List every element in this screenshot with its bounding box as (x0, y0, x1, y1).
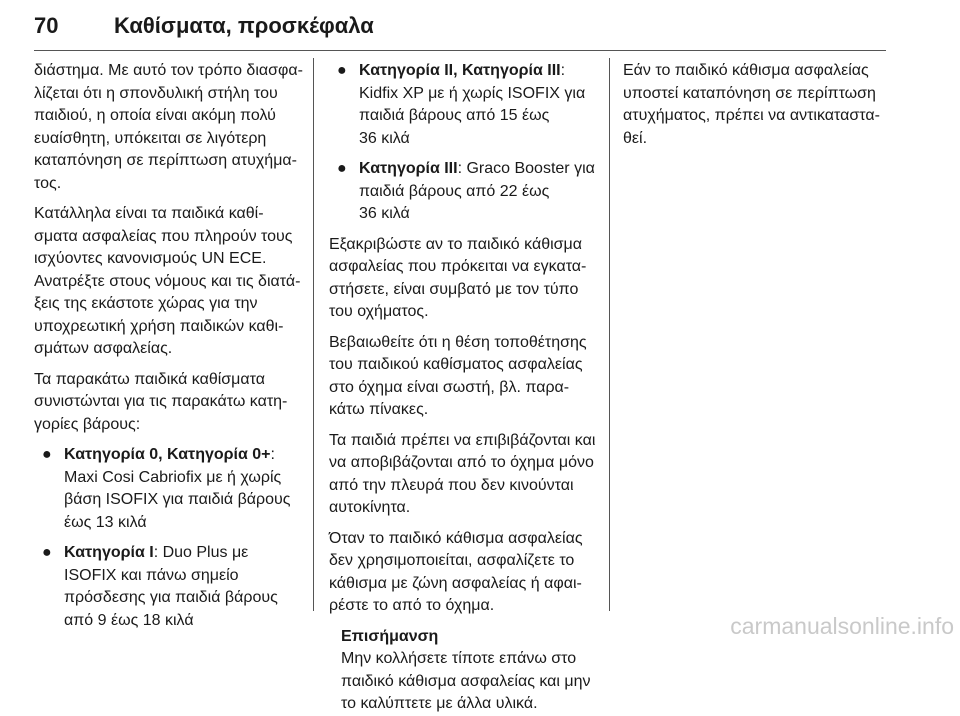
text-line: υποστεί καταπόνηση σε περίπτωση (623, 84, 876, 102)
list-item-text (359, 181, 597, 226)
text-line: παιδιού, η οποία είναι ακόμη πολύ (34, 107, 276, 124)
text-line: υποχρεωτική χρήση παιδικών καθι- (34, 317, 284, 335)
text-line: σματα ασφαλείας που πληρούν τους (34, 227, 293, 245)
text-line: θεί. (623, 129, 648, 147)
paragraph (34, 60, 303, 195)
text-line: παιδιά βάρους από 15 έως (359, 107, 550, 124)
notice-box (329, 626, 597, 716)
text-line: παιδιά βάρους από 22 έως (359, 182, 550, 200)
list-item: ● Κατηγορία III: Graco Booster για παιδιά βάρους από 22 έως 36 κιλά (329, 158, 597, 226)
paragraph (329, 332, 597, 422)
column-2 (329, 60, 597, 716)
text-line: Τα παρακάτω παιδικά καθίσματα (34, 370, 265, 388)
text-line: Εξακριβώστε αν το παιδικό κάθισμα (329, 235, 582, 253)
list-item-text (359, 83, 597, 151)
text-line: σμάτων ασφαλείας. (34, 340, 173, 357)
text-line: έως 13 κιλά (64, 513, 147, 531)
text-line: Κατάλληλα είναι τα παιδικά καθί- (34, 205, 264, 222)
bullet-icon: ● (337, 160, 347, 177)
page-number: 70 (34, 13, 59, 38)
paragraph (329, 528, 597, 618)
text-line: διάστημα. Με αυτό τον τρόπο διασφα- (34, 62, 303, 79)
text-line: ευαίσθητη, υπόκειται σε λιγότερη (34, 129, 267, 147)
bullet-icon: ● (42, 544, 52, 561)
text-line: συνιστώνται για τις παρακάτω κατη- (34, 393, 288, 410)
text-line: παιδικό κάθισμα ασφαλείας και μην (341, 672, 591, 690)
text-line: του παιδικού καθίσματος ασφαλείας (329, 356, 583, 373)
text-line: πρόσδεσης για παιδιά βάρους (64, 589, 278, 606)
text-line: από την πλευρά που δεν κινούνται (329, 476, 574, 494)
column-divider-1 (313, 58, 314, 611)
text-line: Όταν το παιδικό κάθισμα ασφαλείας (329, 529, 583, 547)
text-line: ξεις της εκάστοτε χώρας για την (34, 295, 258, 312)
text-line: 36 κιλά (359, 205, 410, 222)
text-line: Ανατρέξτε στους νόμους και τις διατά- (34, 272, 301, 290)
category-label: Κατηγορία III (359, 160, 458, 177)
text-line: ασφαλείας που πρόκειται να εγκατα- (329, 258, 587, 275)
text-line: Βεβαιωθείτε ότι η θέση τοποθέτησης (329, 333, 587, 351)
text-line: Τα παιδιά πρέπει να επιβιβάζονται και (329, 431, 596, 449)
list-item: ● Κατηγορία II, Κατηγορία III: Kidfix XP με ή χωρίς ISOFIX για παιδιά βάρους από 15 έως 36 κιλά (329, 60, 597, 150)
paragraph (329, 430, 597, 520)
text-line: κάθισμα με ζώνη ασφαλείας ή αφαι- (329, 574, 582, 592)
paragraph (623, 60, 891, 150)
text-line: καταπόνηση σε περίπτωση ατυχήμα- (34, 152, 297, 169)
list-item: ● Κατηγορία I: Duo Plus με ISOFIX και πάνω σημείο πρόσδεσης για παιδιά βάρους από 9 έως 18 κιλά (34, 542, 296, 632)
list-item: ● Κατηγορία 0, Κατηγορία 0+: Maxi Cosi Cabriofix με ή χωρίς βάση ISOFIX για παιδιά βάρους έως 13 κιλά (34, 444, 296, 534)
text-line: Kidfix XP με ή χωρίς ISOFIX για (359, 84, 586, 102)
paragraph (34, 203, 301, 361)
text-line: Εάν το παιδικό κάθισμα ασφαλείας (623, 62, 869, 79)
text-line: ISOFIX και πάνω σημείο (64, 566, 239, 584)
text-line: βάση ISOFIX για παιδιά βάρους (64, 491, 291, 508)
paragraph (34, 369, 296, 437)
paragraph (329, 234, 597, 324)
text-line: να αποβιβάζονται από το όχημα μόνο (329, 454, 594, 471)
bullet-icon: ● (337, 62, 347, 79)
text-line: Μην κολλήσετε τίποτε επάνω στο (341, 650, 577, 667)
page-header (34, 0, 886, 52)
text-line: στο όχημα είναι σωστή, βλ. παρα- (329, 378, 570, 396)
watermark: carmanualsonline.info (730, 613, 954, 639)
bullet-icon: ● (42, 446, 52, 463)
text-line: αυτοκίνητα. (329, 499, 411, 516)
text-line: τος. (34, 174, 62, 192)
text-line: Maxi Cosi Cabriofix με ή χωρίς (64, 468, 282, 486)
text-line: ισχύοντες κανονισμούς UN ECE. (34, 250, 267, 267)
page-title: Καθίσματα, προσκέφαλα (114, 13, 374, 38)
category-label: Κατηγορία I (64, 544, 154, 561)
list-item-text (64, 565, 296, 633)
text-line: ρέστε το από το όχημα. (329, 597, 495, 614)
text-line: του οχήματος. (329, 303, 429, 320)
text-line: από 9 έως 18 κιλά (64, 611, 194, 629)
text-line: 36 κιλά (359, 129, 410, 147)
text-line: γορίες βάρους: (34, 415, 141, 433)
category-label: Κατηγορία II, Κατηγορία III (359, 62, 561, 79)
category-label: Κατηγορία 0, Κατηγορία 0+ (64, 446, 271, 463)
notice-heading: Επισήμανση (341, 627, 439, 645)
text-line: ατυχήματος, πρέπει να αντικαταστα- (623, 107, 880, 124)
column-divider-2 (609, 58, 610, 611)
text-line: το καλύπτετε με άλλα υλικά. (341, 695, 538, 712)
header-divider (34, 50, 886, 51)
list-item-text (64, 467, 296, 535)
text-line: δεν χρησιμοποιείται, ασφαλίζετε το (329, 552, 575, 569)
text-line: λίζεται ότι η σπονδυλική στήλη του (34, 84, 278, 102)
column-1 (34, 60, 303, 640)
column-3 (623, 60, 891, 158)
text-line: στήσετε, είναι συμβατό με τον τύπο (329, 280, 579, 298)
notice-text (341, 648, 597, 716)
text-line: κάτω πίνακες. (329, 401, 429, 418)
